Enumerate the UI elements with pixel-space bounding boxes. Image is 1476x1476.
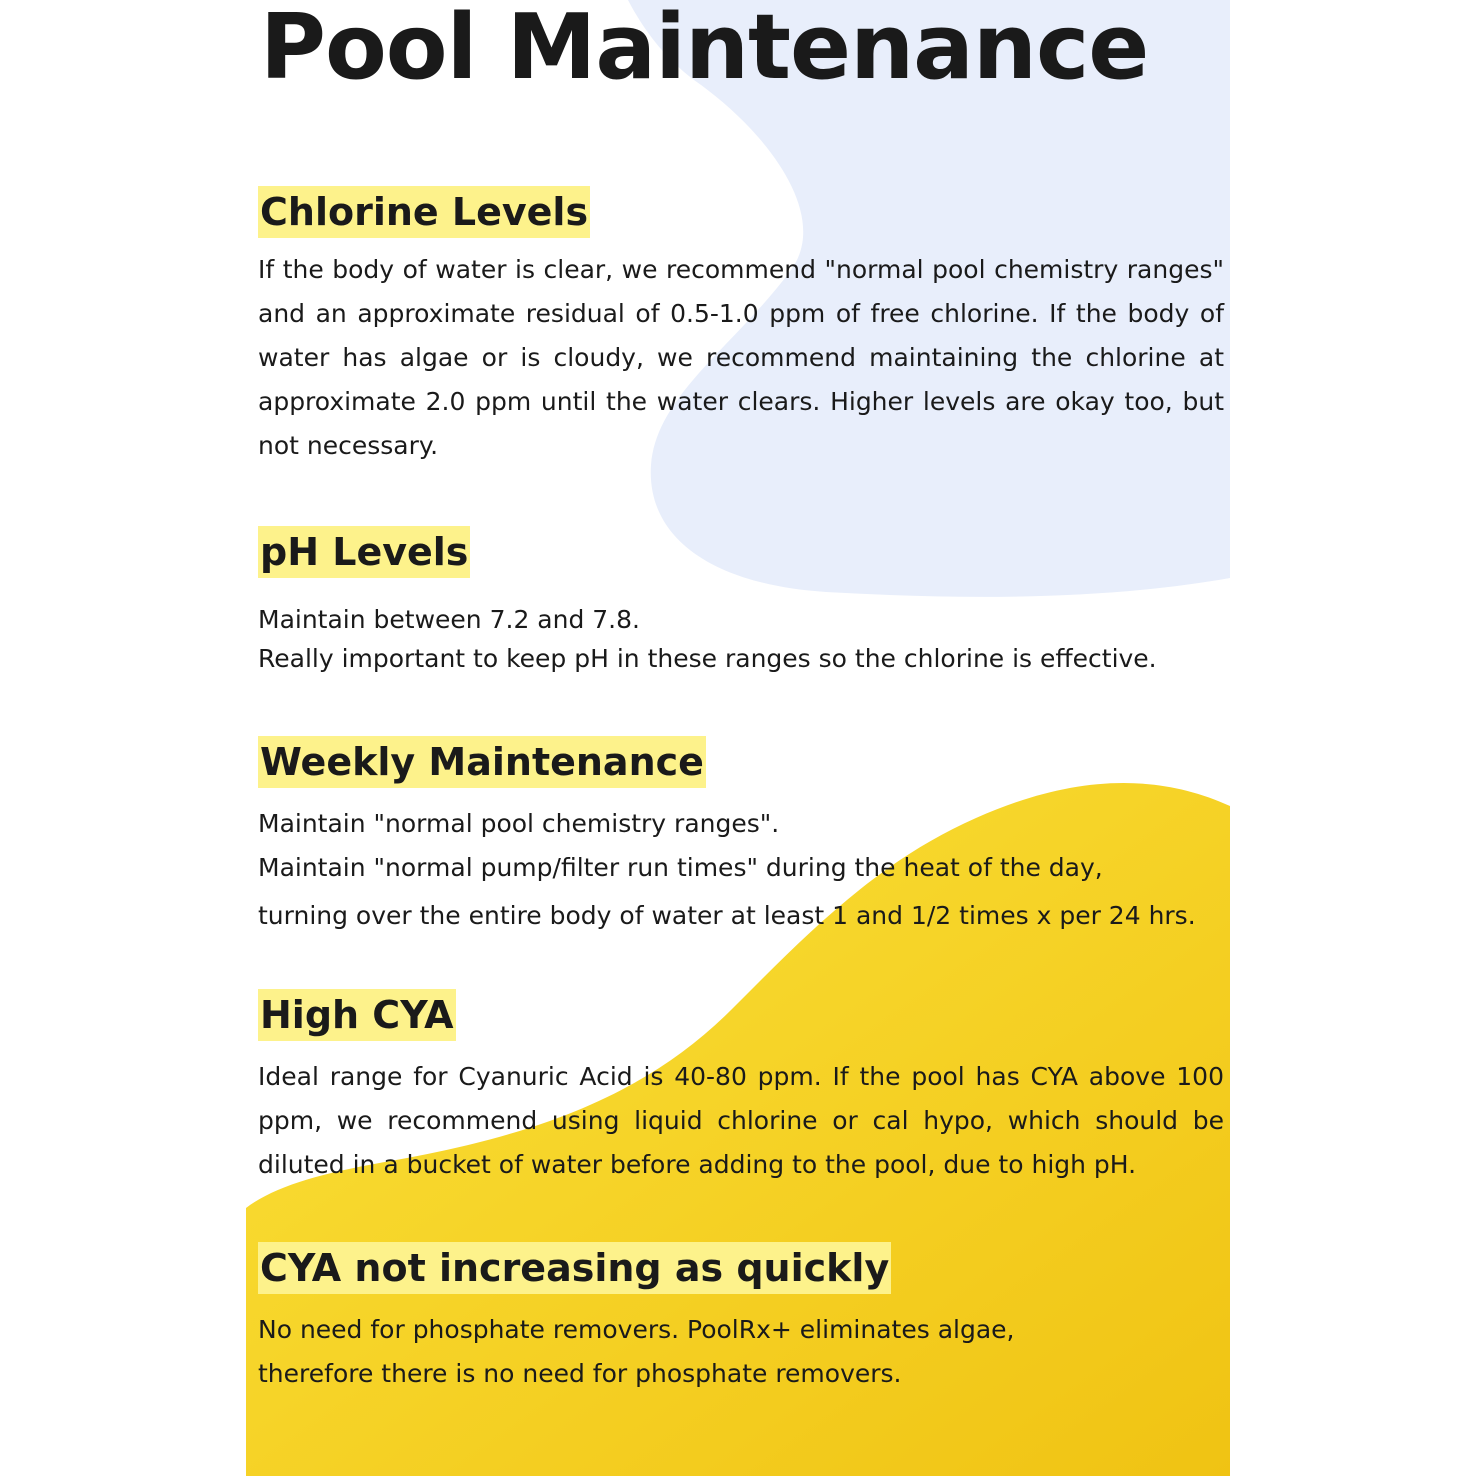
section-cya-not-increasing [258, 1242, 1224, 1396]
section-body [258, 600, 1224, 678]
poster [246, 0, 1230, 1476]
section-heading: Weekly Maintenance [258, 736, 706, 788]
body-line: No need for phosphate removers. PoolRx+ eliminates algae, [258, 1315, 1015, 1344]
section-heading: High CYA [258, 989, 456, 1041]
body-line: Maintain "normal pool chemistry ranges". [258, 809, 780, 838]
section-chlorine-levels [258, 186, 1224, 468]
section-body: Ideal range for Cyanuric Acid is 40-80 ppm. If the pool has CYA above 100 ppm, we recommend using liquid chlorine or cal hypo, which should be diluted in a bucket of water before adding to the pool, due to high pH. [258, 1062, 1224, 1179]
section-body: If the body of water is clear, we recommend "normal pool chemistry ranges" and an approximate residual of 0.5-1.0 ppm of free chlorine. If the body of water has algae or is cloudy, we recommend maintaining the chlorine at approximate 2.0 ppm until the water clears. Higher levels are okay too, but not necessary. [258, 255, 1224, 460]
body-line: therefore there is no need for phosphate removers. [258, 1359, 902, 1388]
section-body [258, 1308, 1224, 1396]
section-heading: pH Levels [258, 526, 470, 578]
section-high-cya [258, 989, 1224, 1187]
content [246, 0, 1230, 1476]
section-weekly-maintenance [258, 736, 1224, 938]
body-line: Maintain "normal pump/filter run times" during the heat of the day, [258, 853, 1103, 882]
body-line: turning over the entire body of water at least 1 and 1/2 times x per 24 hrs. [258, 901, 1196, 930]
section-ph-levels [258, 526, 1224, 678]
page-title: Pool Maintenance [260, 0, 1149, 100]
section-heading: CYA not increasing as quickly [258, 1242, 891, 1294]
section-body [258, 802, 1224, 938]
body-line: Really important to keep pH in these ranges so the chlorine is effective. [258, 644, 1157, 673]
section-heading: Chlorine Levels [258, 186, 590, 238]
body-line: Maintain between 7.2 and 7.8. [258, 605, 640, 634]
